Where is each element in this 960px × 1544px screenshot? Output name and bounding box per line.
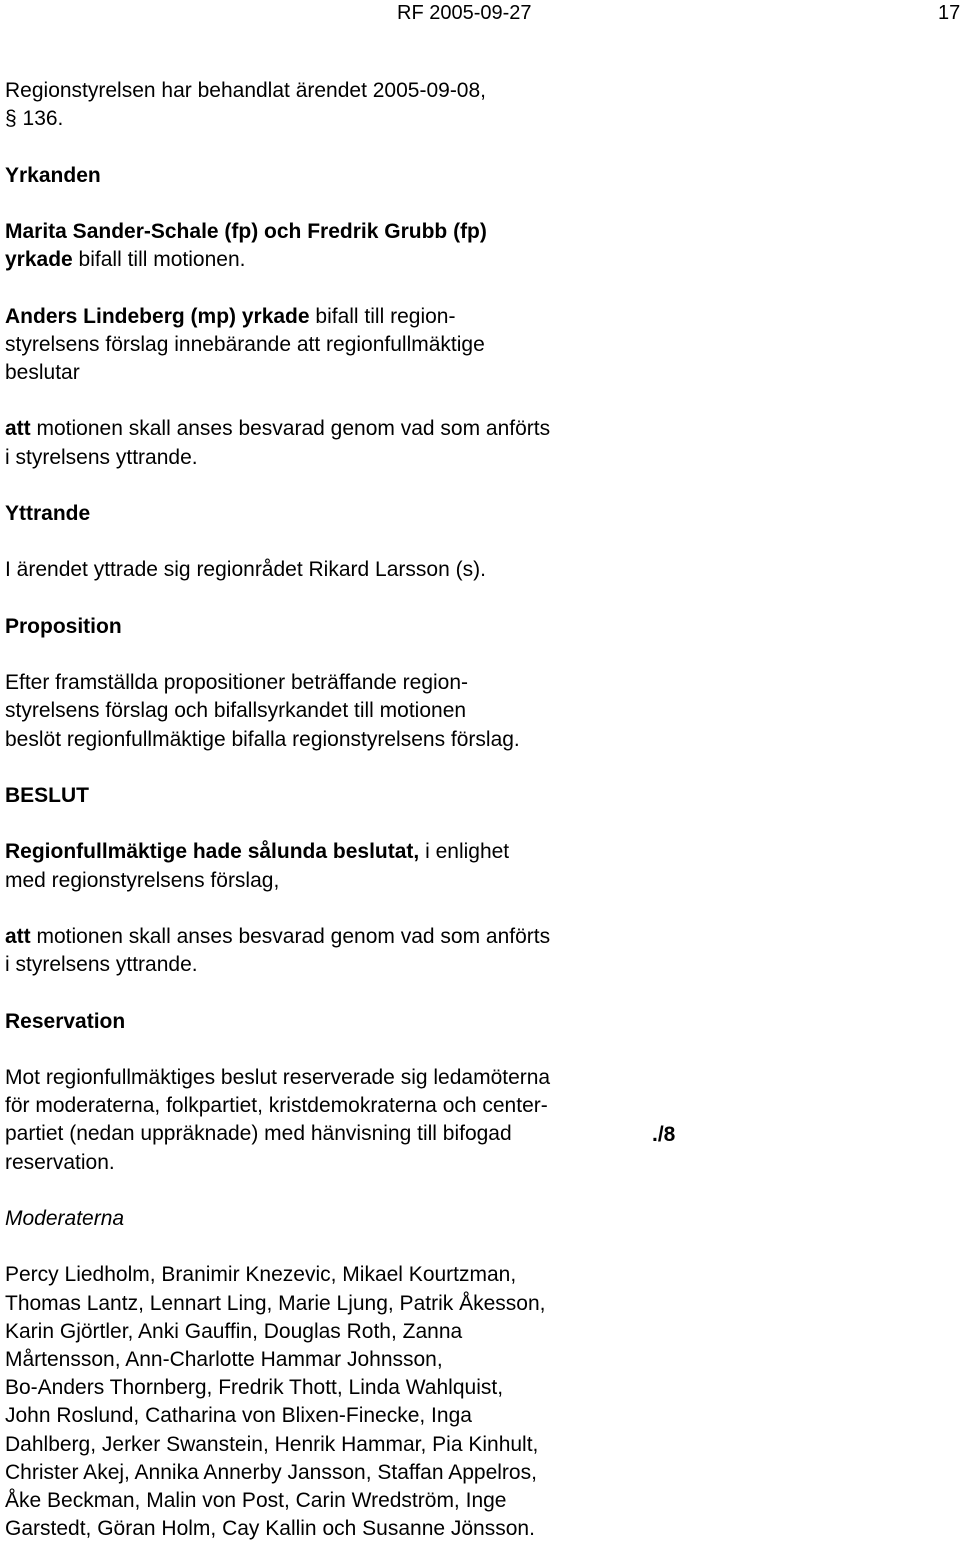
attachment-reference: ./8 — [652, 1123, 676, 1146]
heading-yrkanden: Yrkanden — [5, 163, 101, 187]
header-date: RF 2005-09-27 — [397, 2, 532, 24]
yrkande-fp-rest: bifall till motionen. — [72, 248, 246, 272]
names-line-7: Dahlberg, Jerker Swanstein, Henrik Hammar, Pia Kinhult, — [5, 1432, 539, 1456]
yrkande-att-line-1 — [5, 415, 705, 443]
beslut-att-rest: motionen skall anses besvarad genom vad som anförts — [30, 924, 551, 948]
beslut-att-line-2: i styrelsens yttrande. — [5, 953, 198, 977]
names-line-5: Bo-Anders Thornberg, Fredrik Thott, Linda Wahlquist, — [5, 1376, 504, 1400]
yrkande-fp-paragraph — [5, 218, 705, 274]
names-line-2: Thomas Lantz, Lennart Ling, Marie Ljung, Patrik Åkesson, — [5, 1291, 546, 1315]
beslut-line-1 — [5, 838, 705, 866]
yrkande-fp-line-1 — [5, 218, 705, 246]
yrkande-mp-rest: bifall till region- — [309, 304, 456, 328]
names-line-8: Christer Akej, Annika Annerby Jansson, Staffan Appelros, — [5, 1460, 537, 1484]
moderaterna-names — [5, 1261, 705, 1543]
beslut-line-2: med regionstyrelsens förslag, — [5, 868, 280, 892]
yrkande-fp-names: Marita Sander-Schale (fp) och Fredrik Grubb (fp) — [5, 219, 487, 243]
proposition-line-2: styrelsens förslag och bifallsyrkandet till motionen — [5, 699, 467, 723]
proposition-line-3: beslöt regionfullmäktige bifalla regionstyrelsens förslag. — [5, 727, 520, 751]
att-bold: att — [5, 417, 31, 441]
reservation-line-4: reservation. — [5, 1150, 115, 1174]
reservation-line-2: för moderaterna, folkpartiet, kristdemokraterna och center- — [5, 1094, 548, 1118]
yrkande-fp-line-2 — [5, 246, 705, 274]
names-line-6: John Roslund, Catharina von Blixen-Finecke, Inga — [5, 1404, 472, 1428]
names-line-4: Mårtensson, Ann-Charlotte Hammar Johnsson, — [5, 1347, 443, 1371]
reservation-line-3: partiet (nedan uppräknade) med hänvisning till bifogad — [5, 1122, 512, 1146]
yrkande-mp-line-3: beslutar — [5, 360, 80, 384]
reservation-line-1: Mot regionfullmäktiges beslut reserverade sig ledamöterna — [5, 1065, 551, 1089]
beslut-att-bold: att — [5, 924, 31, 948]
yrkade-bold: yrkade — [5, 248, 73, 272]
yrkande-att-rest: motionen skall anses besvarad genom vad som anförts — [30, 417, 551, 441]
beslut-bold: Regionfullmäktige hade sålunda beslutat, — [5, 840, 420, 864]
yttrande-paragraph — [5, 556, 705, 584]
intro-line-2: § 136. — [5, 107, 64, 131]
yrkande-mp-paragraph — [5, 303, 705, 388]
names-line-10: Garstedt, Göran Holm, Cay Kallin och Susanne Jönsson. — [5, 1517, 535, 1541]
heading-moderaterna: Moderaterna — [5, 1206, 125, 1230]
beslut-att-line-1 — [5, 923, 705, 951]
proposition-line-1: Efter framställda propositioner beträffande region- — [5, 671, 469, 695]
yrkande-att-line-2: i styrelsens yttrande. — [5, 445, 198, 469]
beslut-rest: i enlighet — [419, 840, 510, 864]
names-line-3: Karin Gjörtler, Anki Gauffin, Douglas Roth, Zanna — [5, 1319, 463, 1343]
page-number: 17 — [938, 2, 960, 24]
proposition-paragraph — [5, 669, 705, 754]
heading-yttrande: Yttrande — [5, 501, 91, 525]
intro-line-1: Regionstyrelsen har behandlat ärendet 2005-09-08, — [5, 79, 487, 102]
yrkande-mp-bold: Anders Lindeberg (mp) yrkade — [5, 304, 310, 328]
yrkande-mp-line-2: styrelsens förslag innebärande att regionfullmäktige — [5, 332, 485, 356]
heading-proposition: Proposition — [5, 614, 122, 638]
intro-paragraph — [5, 77, 705, 133]
beslut-paragraph — [5, 838, 705, 894]
names-line-1: Percy Liedholm, Branimir Knezevic, Mikael Kourtzman, — [5, 1263, 517, 1287]
reservation-paragraph — [5, 1064, 705, 1177]
heading-beslut: BESLUT — [5, 783, 89, 807]
yrkande-att-paragraph — [5, 415, 705, 471]
names-line-9: Åke Beckman, Malin von Post, Carin Wredström, Inge — [5, 1488, 507, 1512]
document-body — [5, 77, 705, 1543]
beslut-att-paragraph — [5, 923, 705, 979]
moderaterna-heading-paragraph — [5, 1205, 705, 1233]
yrkande-mp-line-1 — [5, 303, 705, 331]
yttrande-text: I ärendet yttrade sig regionrådet Rikard Larsson (s). — [5, 558, 486, 582]
heading-reservation: Reservation — [5, 1009, 126, 1033]
